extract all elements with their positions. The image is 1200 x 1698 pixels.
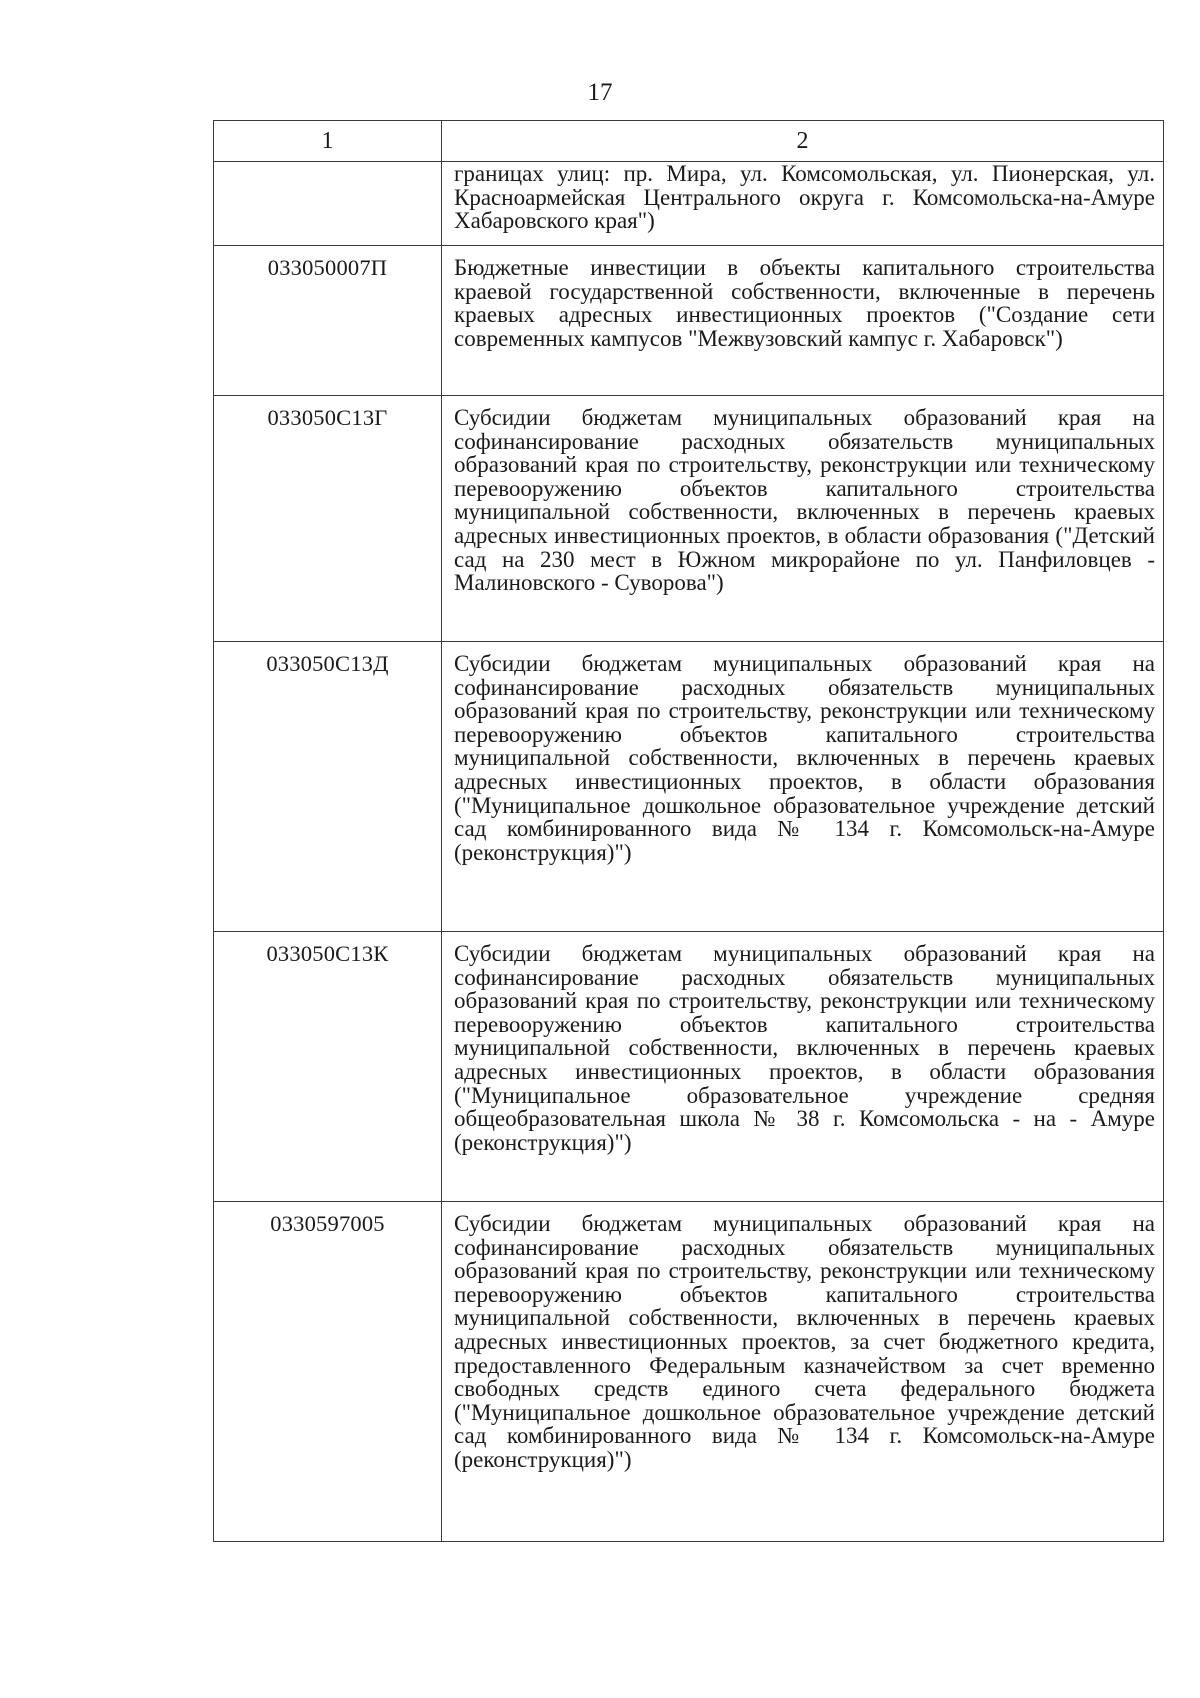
- code-cell: 0330597005: [214, 1202, 442, 1542]
- code-cell: 033050С13К: [214, 932, 442, 1202]
- column-header-2: 2: [442, 121, 1164, 162]
- description-cell: границах улиц: пр. Мира, ул. Комсомольская, ул. Пионерская, ул. Красноармейская Центрального округа г. Комсомольска-на-Амуре Хабаровского края"): [442, 162, 1164, 246]
- code-cell: [214, 162, 442, 246]
- column-header-1: 1: [214, 121, 442, 162]
- table-row: [214, 642, 1164, 932]
- description-cell: Бюджетные инвестиции в объекты капитального строительства краевой государственной собственности, включенные в перечень краевых адресных инвестиционных проектов ("Создание сети современных кампусов "Межвузовский кампус г. Хабаровск"): [442, 246, 1164, 396]
- table-row: [214, 932, 1164, 1202]
- code-cell: 033050С13Д: [214, 642, 442, 932]
- table-row: [214, 1202, 1164, 1542]
- description-cell: Субсидии бюджетам муниципальных образований края на софинансирование расходных обязательств муниципальных образований края по строительству, реконструкции или техническому перевооружению объектов капитального строительства муниципальной собственности, включенных в перечень краевых адресных инвестиционных проектов, в области образования ("Детский сад на 230 мест в Южном микрорайоне по ул. Панфиловцев - Малиновского - Суворова"): [442, 396, 1164, 642]
- code-cell: 033050007П: [214, 246, 442, 396]
- description-cell: Субсидии бюджетам муниципальных образований края на софинансирование расходных обязательств муниципальных образований края по строительству, реконструкции или техническому перевооружению объектов капитального строительства муниципальной собственности, включенных в перечень краевых адресных инвестиционных проектов, за счет бюджетного кредита, предоставленного Федеральным казначейством за счет временно свободных средств единого счета федерального бюджета ("Муниципальное дошкольное образовательное учреждение детский сад комбинированного вида № 134 г. Комсомольск-на-Амуре (реконструкция)"): [442, 1202, 1164, 1542]
- description-cell: Субсидии бюджетам муниципальных образований края на софинансирование расходных обязательств муниципальных образований края по строительству, реконструкции или техническому перевооружению объектов капитального строительства муниципальной собственности, включенных в перечень краевых адресных инвестиционных проектов, в области образования ("Муниципальное дошкольное образовательное учреждение детский сад комбинированного вида № 134 г. Комсомольск-на-Амуре (реконструкция)"): [442, 642, 1164, 932]
- code-cell: 033050С13Г: [214, 396, 442, 642]
- table-row: [214, 246, 1164, 396]
- page-number: 17: [587, 79, 613, 106]
- description-cell: Субсидии бюджетам муниципальных образований края на софинансирование расходных обязательств муниципальных образований края по строительству, реконструкции или техническому перевооружению объектов капитального строительства муниципальной собственности, включенных в перечень краевых адресных инвестиционных проектов, в области образования ("Муниципальное образовательное учреждение средняя общеобразовательная школа № 38 г. Комсомольска - на - Амуре (реконструкция)"): [442, 932, 1164, 1202]
- budget-code-table: [213, 120, 1164, 1542]
- table-row: [214, 396, 1164, 642]
- table-header-row: [214, 121, 1164, 162]
- table-row: [214, 162, 1164, 246]
